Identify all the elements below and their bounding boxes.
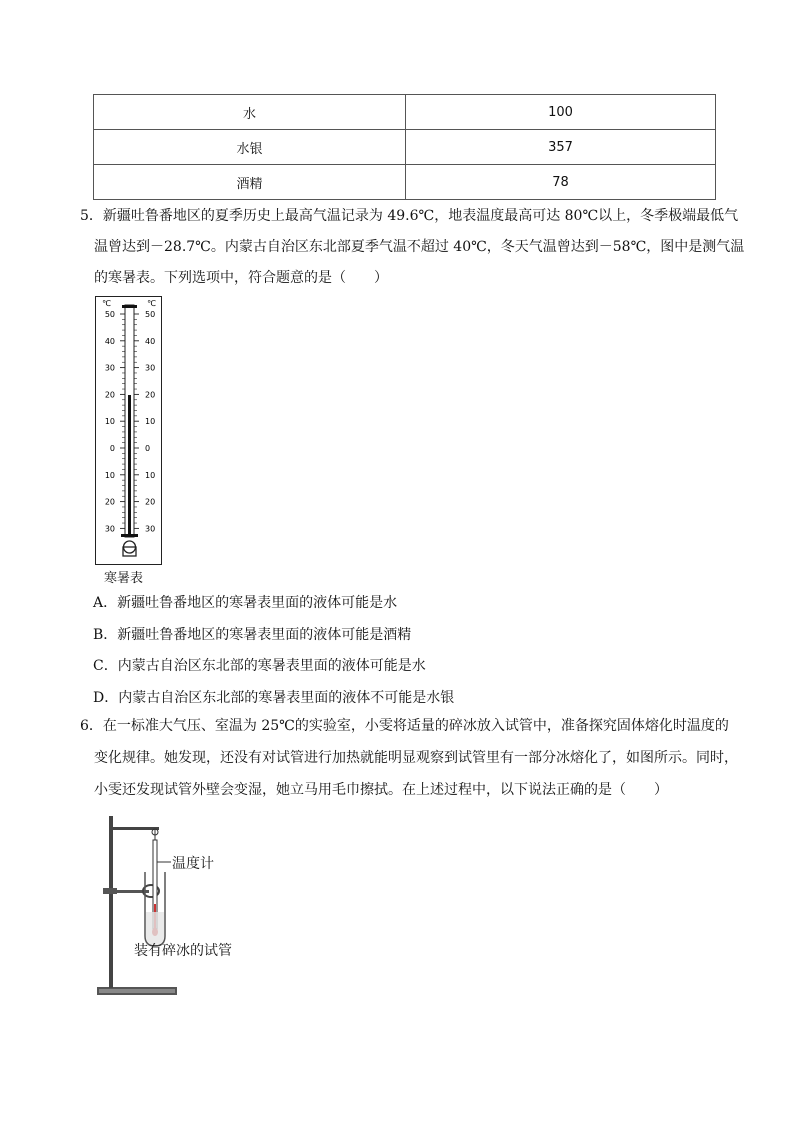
- table-cell-substance: 酒精: [94, 165, 406, 200]
- top-cap: [122, 305, 137, 308]
- table-row: [94, 130, 716, 165]
- thermometer-figure: [95, 296, 162, 565]
- boiling-point-table: [93, 94, 716, 200]
- tick-label: 30: [104, 363, 115, 373]
- table-cell-substance: 水: [94, 95, 406, 130]
- question-5-line-1: 5．新疆吐鲁番地区的夏季历史上最高气温记录为 49.6℃，地表温度最高可达 80℃以上，冬季极端最低气: [80, 208, 739, 224]
- bottom-clip: [121, 534, 138, 537]
- liquid-column: [128, 395, 131, 537]
- apparatus-figure: [95, 812, 235, 1002]
- option-d: D．内蒙古自治区东北部的寒暑表里面的液体不可能是水银: [93, 690, 455, 706]
- tick-label: 50: [104, 310, 115, 319]
- table-cell-substance: 水银: [94, 130, 406, 165]
- option-c: C．内蒙古自治区东北部的寒暑表里面的液体可能是水: [93, 658, 426, 674]
- top-arm: [109, 827, 159, 830]
- tick-label: 10: [104, 470, 115, 480]
- figure-caption: 寒暑表: [104, 571, 144, 586]
- tick-label: 0: [145, 444, 151, 453]
- question-6-line-2: 变化规律。她发现，还没有对试管进行加热就能明显观察到试管里有一部分冰熔化了，如图所示。同时，: [94, 750, 738, 766]
- tick-label: 30: [145, 363, 156, 373]
- tick-label: 50: [145, 310, 156, 319]
- table-cell-value: 78: [406, 165, 716, 200]
- tick-label: 40: [104, 336, 115, 346]
- tick-label: 0: [109, 444, 115, 453]
- tick-label: 10: [104, 417, 115, 427]
- question-5-line-2: 温曾达到－28.7℃。内蒙古自治区东北部夏季气温不超过 40℃，冬天气温曾达到－58℃，图中是测气温: [94, 239, 745, 255]
- tick-label: 40: [145, 336, 156, 346]
- table-row: [94, 95, 716, 130]
- stand-rod: [109, 816, 113, 988]
- question-6-line-1: 6．在一标准大气压、室温为 25℃的实验室，小雯将适量的碎冰放入试管中，准备探究固体熔化时温度的: [80, 718, 729, 734]
- unit-left: ℃: [102, 299, 111, 308]
- table-cell-value: 357: [406, 130, 716, 165]
- tick-label: 20: [145, 497, 156, 507]
- label-test-tube: 装有碎冰的试管: [134, 943, 232, 959]
- question-5-line-3: 的寒暑表。下列选项中，符合题意的是（ ）: [94, 270, 388, 286]
- option-a: A．新疆吐鲁番地区的寒暑表里面的液体可能是水: [93, 595, 398, 611]
- table-row: [94, 165, 716, 200]
- tick-label: 20: [145, 390, 156, 400]
- unit-right: ℃: [147, 299, 156, 308]
- tick-label: 20: [104, 390, 115, 400]
- table-cell-value: 100: [406, 95, 716, 130]
- tick-label: 30: [104, 524, 115, 534]
- label-thermometer: 温度计: [172, 856, 214, 872]
- tick-label: 10: [145, 470, 156, 480]
- option-b: B．新疆吐鲁番地区的寒暑表里面的液体可能是酒精: [93, 627, 412, 643]
- tick-label: 30: [145, 524, 156, 534]
- question-6-line-3: 小雯还发现试管外壁会变湿，她立马用毛巾擦拭。在上述过程中，以下说法正确的是（ ）: [94, 782, 668, 798]
- tick-label: 10: [145, 417, 156, 427]
- tick-label: 20: [104, 497, 115, 507]
